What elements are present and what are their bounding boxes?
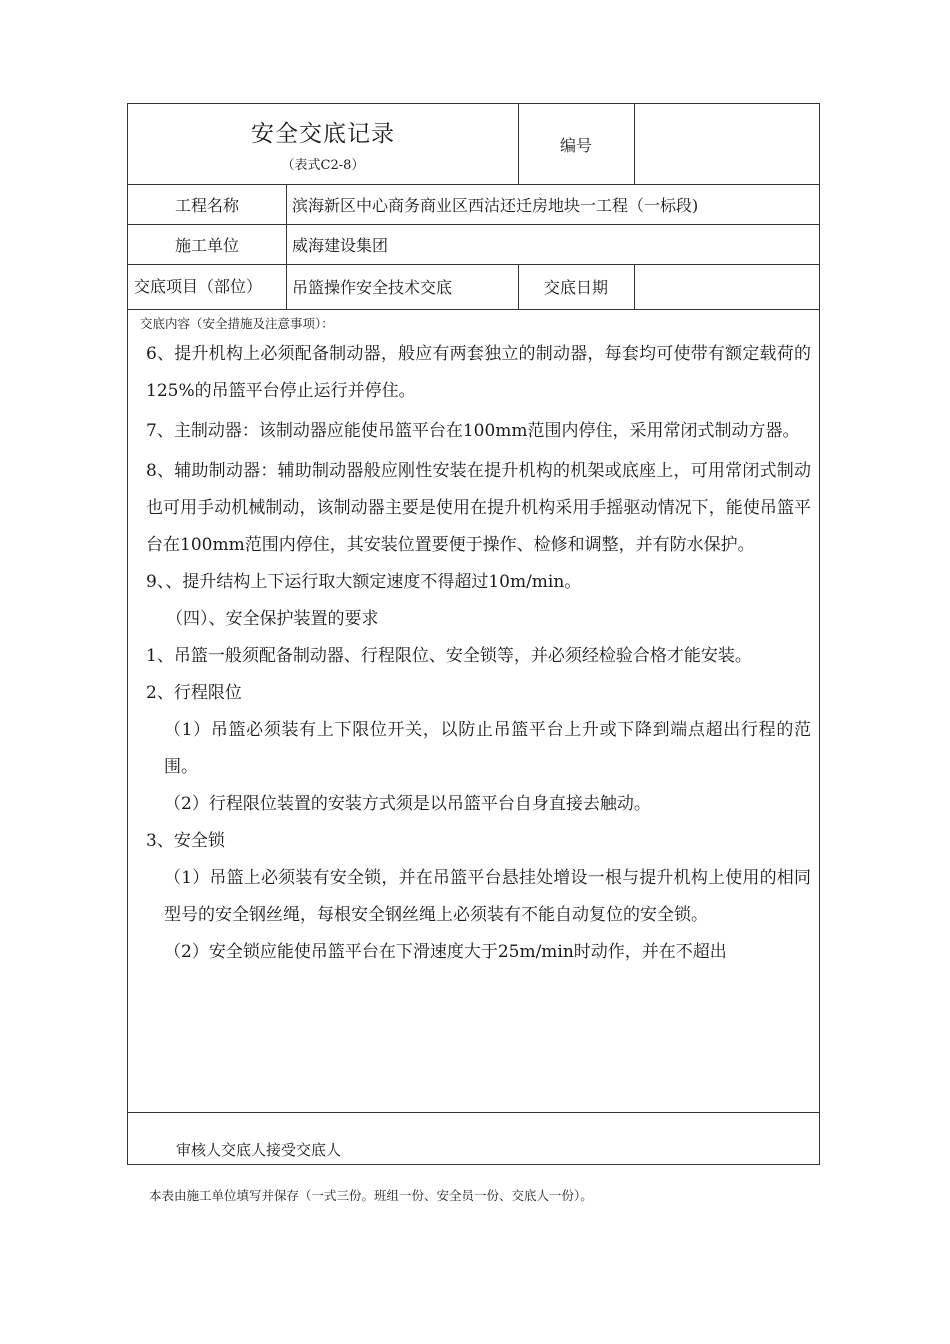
content-paragraph: 2、行程限位 [146, 683, 242, 703]
briefing-item-value: 吊篮操作安全技术交底 [292, 278, 453, 297]
briefing-item-label: 交底项目（部位） [134, 277, 263, 296]
form-footnote: 本表由施工单位填写并保存（一式三份。班组一份、安全员一份、交底人一份）。 [149, 1188, 593, 1203]
content-paragraph: （1）吊篮上必须装有安全锁，并在吊篮平台悬挂处增设一根与提升机构上使用的相同型号的安全钢丝绳，每根安全钢丝绳上必须装有不能自动复位的安全锁。 [164, 868, 811, 925]
content-heading: 交底内容（安全措施及注意事项）： [140, 316, 334, 331]
content-paragraph: （四）、安全保护装置的要求 [166, 609, 379, 629]
content-paragraph: 3、安全锁 [146, 831, 225, 851]
content-paragraph: 7、主制动器：该制动器应能使吊篮平台在100mm范围内停住，采用常闭式制动方器。 [146, 421, 800, 441]
content-paragraph: （2）安全锁应能使吊篮平台在下滑速度大于25m/min时动作，并在不超出 [164, 942, 727, 962]
form-title-cell [128, 104, 518, 184]
construction-unit-label: 施工单位 [174, 235, 239, 255]
content-paragraph: 1、吊篮一般须配备制动器、行程限位、安全锁等，并必须经检验合格才能安装。 [146, 646, 752, 666]
signature-row: 审核人交底人接受交底人 [176, 1141, 342, 1159]
number-field[interactable] [634, 104, 819, 184]
form-title: 安全交底记录 [251, 121, 395, 147]
content-paragraph: （1）吊篮必须装有上下限位开关，以防止吊篮平台上升或下降到端点超出行程的范围。 [164, 720, 811, 777]
project-name-label: 工程名称 [174, 195, 239, 215]
number-label: 编号 [559, 135, 592, 155]
briefing-date-field[interactable] [634, 264, 819, 309]
safety-briefing-form [127, 103, 820, 1165]
content-paragraph: 8、辅助制动器：辅助制动器般应刚性安装在提升机构的机架或底座上，可用常闭式制动也可用手动机械制动，该制动器主要是使用在提升机构采用手摇驱动情况下，能使吊篮平台在100mm范围内停住，其安装位置要便于操作、检修和调整，并有防水保护。 [146, 461, 811, 555]
project-name-value: 滨海新区中心商务商业区西沽还迁房地块一工程（一标段) [292, 195, 699, 215]
briefing-date-label: 交底日期 [543, 278, 608, 297]
form-subtitle: （表式C2-8） [281, 158, 365, 173]
construction-unit-value: 威海建设集团 [292, 235, 389, 255]
briefing-content [128, 310, 819, 1113]
content-paragraph: 9、、提升结构上下运行取大额定速度不得超过10m/min。 [146, 572, 582, 592]
content-paragraph: 6、提升机构上必须配备制动器，般应有两套独立的制动器，每套均可使带有额定载荷的125%的吊篮平台停止运行并停住。 [146, 344, 811, 401]
content-paragraph: （2）行程限位装置的安装方式须是以吊篮平台自身直接去触动。 [164, 794, 651, 814]
